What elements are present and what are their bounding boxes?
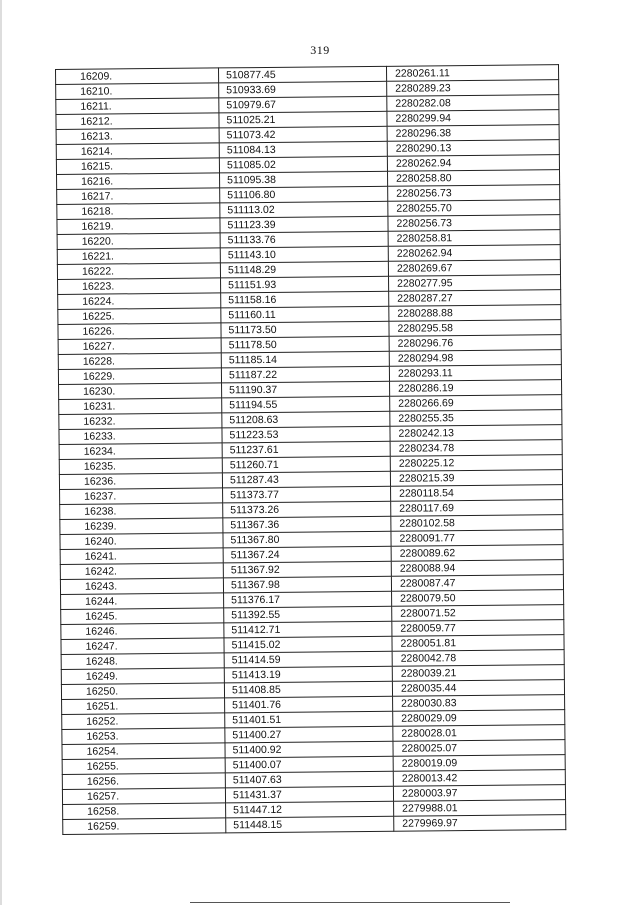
easting-cell: 511237.61 — [222, 441, 390, 458]
northing-cell: 2280019.09 — [393, 755, 565, 772]
point-number-cell: 16245. — [61, 608, 224, 625]
northing-cell: 2280262.94 — [387, 155, 559, 172]
northing-cell: 2280117.69 — [391, 500, 563, 517]
easting-cell: 511185.14 — [221, 351, 389, 368]
easting-cell: 511208.63 — [222, 411, 390, 428]
northing-cell: 2280255.70 — [388, 200, 560, 217]
northing-cell: 2280051.81 — [392, 635, 564, 652]
point-number-cell: 16221. — [57, 248, 220, 265]
point-number-cell: 16238. — [60, 503, 223, 520]
point-number-cell: 16237. — [60, 488, 223, 505]
northing-cell: 2280087.47 — [391, 575, 563, 592]
easting-cell: 510877.45 — [218, 66, 386, 83]
northing-cell: 2280282.08 — [387, 95, 559, 112]
point-number-cell: 16216. — [57, 173, 220, 190]
northing-cell: 2280294.98 — [389, 350, 561, 367]
easting-cell: 511085.02 — [219, 156, 387, 173]
northing-cell: 2279969.97 — [394, 815, 566, 832]
point-number-cell: 16220. — [57, 233, 220, 250]
easting-cell: 511178.50 — [221, 336, 389, 353]
northing-cell: 2280277.95 — [389, 275, 561, 292]
point-number-cell: 16217. — [57, 188, 220, 205]
coordinates-table — [55, 64, 566, 835]
easting-cell: 511400.27 — [225, 726, 393, 743]
easting-cell: 511400.92 — [225, 741, 393, 758]
easting-cell: 511143.10 — [220, 246, 388, 263]
easting-cell: 511412.71 — [224, 621, 392, 638]
easting-cell: 511133.76 — [220, 231, 388, 248]
point-number-cell: 16211. — [56, 98, 219, 115]
northing-cell: 2280071.52 — [392, 605, 564, 622]
easting-cell: 511160.11 — [221, 306, 389, 323]
northing-cell: 2280102.58 — [391, 515, 563, 532]
point-number-cell: 16229. — [58, 368, 221, 385]
easting-cell: 511376.17 — [224, 591, 392, 608]
point-number-cell: 16231. — [59, 398, 222, 415]
easting-cell: 511287.43 — [222, 471, 390, 488]
northing-cell: 2280262.94 — [388, 245, 560, 262]
easting-cell: 511073.42 — [219, 126, 387, 143]
northing-cell: 2280042.78 — [392, 650, 564, 667]
point-number-cell: 16230. — [59, 383, 222, 400]
northing-cell: 2280296.38 — [387, 125, 559, 142]
point-number-cell: 16214. — [56, 143, 219, 160]
point-number-cell: 16258. — [63, 803, 226, 820]
point-number-cell: 16227. — [58, 338, 221, 355]
northing-cell: 2280258.80 — [387, 170, 559, 187]
northing-cell: 2280030.83 — [393, 695, 565, 712]
northing-cell: 2280225.12 — [390, 455, 562, 472]
easting-cell: 510979.67 — [219, 96, 387, 113]
easting-cell: 511123.39 — [220, 216, 388, 233]
easting-cell: 511407.63 — [225, 771, 393, 788]
point-number-cell: 16257. — [62, 788, 225, 805]
point-number-cell: 16256. — [62, 773, 225, 790]
easting-cell: 511373.26 — [223, 501, 391, 518]
northing-cell: 2280215.39 — [390, 470, 562, 487]
point-number-cell: 16248. — [61, 653, 224, 670]
point-number-cell: 16223. — [58, 278, 221, 295]
northing-cell: 2280059.77 — [392, 620, 564, 637]
easting-cell: 511113.02 — [220, 201, 388, 218]
easting-cell: 511431.37 — [225, 786, 393, 803]
northing-cell: 2280293.11 — [389, 365, 561, 382]
easting-cell: 511025.21 — [219, 111, 387, 128]
easting-cell: 511448.15 — [226, 816, 394, 833]
point-number-cell: 16234. — [59, 443, 222, 460]
northing-cell: 2280088.94 — [391, 560, 563, 577]
coordinates-table-body — [56, 65, 566, 835]
easting-cell: 511392.55 — [224, 606, 392, 623]
point-number-cell: 16259. — [63, 818, 226, 835]
easting-cell: 511367.98 — [223, 576, 391, 593]
northing-cell: 2280255.35 — [390, 410, 562, 427]
northing-cell: 2280289.23 — [387, 80, 559, 97]
easting-cell: 511413.19 — [224, 666, 392, 683]
point-number-cell: 16210. — [56, 83, 219, 100]
easting-cell: 511367.24 — [223, 546, 391, 563]
easting-cell: 511367.36 — [223, 516, 391, 533]
easting-cell: 511187.22 — [221, 366, 389, 383]
northing-cell: 2280025.07 — [393, 740, 565, 757]
northing-cell: 2280258.81 — [388, 230, 560, 247]
easting-cell: 511106.80 — [220, 186, 388, 203]
easting-cell: 511400.07 — [225, 756, 393, 773]
point-number-cell: 16244. — [61, 593, 224, 610]
northing-cell: 2279988.01 — [394, 800, 566, 817]
easting-cell: 511373.77 — [223, 486, 391, 503]
northing-cell: 2280288.88 — [389, 305, 561, 322]
point-number-cell: 16254. — [62, 743, 225, 760]
easting-cell: 511194.55 — [222, 396, 390, 413]
easting-cell: 511158.16 — [221, 291, 389, 308]
northing-cell: 2280286.19 — [390, 380, 562, 397]
point-number-cell: 16251. — [62, 698, 225, 715]
scan-edge — [0, 0, 2, 905]
coordinates-table-container — [55, 64, 565, 835]
northing-cell: 2280242.13 — [390, 425, 562, 442]
point-number-cell: 16249. — [61, 668, 224, 685]
easting-cell: 511401.51 — [225, 711, 393, 728]
northing-cell: 2280013.42 — [393, 770, 565, 787]
northing-cell: 2280091.77 — [391, 530, 563, 547]
point-number-cell: 16246. — [61, 623, 224, 640]
easting-cell: 511415.02 — [224, 636, 392, 653]
point-number-cell: 16232. — [59, 413, 222, 430]
point-number-cell: 16213. — [56, 128, 219, 145]
page-number: 319 — [310, 43, 330, 57]
point-number-cell: 16209. — [56, 68, 219, 85]
point-number-cell: 16253. — [62, 728, 225, 745]
point-number-cell: 16218. — [57, 203, 220, 220]
northing-cell: 2280290.13 — [387, 140, 559, 157]
northing-cell: 2280039.21 — [392, 665, 564, 682]
northing-cell: 2280028.01 — [393, 725, 565, 742]
easting-cell: 511190.37 — [222, 381, 390, 398]
easting-cell: 511084.13 — [219, 141, 387, 158]
northing-cell: 2280035.44 — [392, 680, 564, 697]
point-number-cell: 16225. — [58, 308, 221, 325]
easting-cell: 511148.29 — [220, 261, 388, 278]
northing-cell: 2280256.73 — [388, 215, 560, 232]
point-number-cell: 16236. — [59, 473, 222, 490]
point-number-cell: 16239. — [60, 518, 223, 535]
point-number-cell: 16250. — [61, 683, 224, 700]
point-number-cell: 16252. — [62, 713, 225, 730]
northing-cell: 2280029.09 — [393, 710, 565, 727]
easting-cell: 511447.12 — [226, 801, 394, 818]
easting-cell: 511401.76 — [225, 696, 393, 713]
point-number-cell: 16243. — [60, 578, 223, 595]
northing-cell: 2280296.76 — [389, 335, 561, 352]
northing-cell: 2280079.50 — [392, 590, 564, 607]
northing-cell: 2280118.54 — [391, 485, 563, 502]
northing-cell: 2280256.73 — [388, 185, 560, 202]
northing-cell: 2280295.58 — [389, 320, 561, 337]
northing-cell: 2280266.69 — [390, 395, 562, 412]
point-number-cell: 16240. — [60, 533, 223, 550]
northing-cell: 2280269.67 — [388, 260, 560, 277]
point-number-cell: 16226. — [58, 323, 221, 340]
point-number-cell: 16235. — [59, 458, 222, 475]
easting-cell: 511367.92 — [223, 561, 391, 578]
footer-rule — [190, 902, 510, 903]
easting-cell: 511151.93 — [221, 276, 389, 293]
northing-cell: 2280299.94 — [387, 110, 559, 127]
point-number-cell: 16224. — [58, 293, 221, 310]
northing-cell: 2280003.97 — [393, 785, 565, 802]
easting-cell: 511260.71 — [222, 456, 390, 473]
easting-cell: 511223.53 — [222, 426, 390, 443]
northing-cell: 2280287.27 — [389, 290, 561, 307]
point-number-cell: 16255. — [62, 758, 225, 775]
northing-cell: 2280261.11 — [386, 65, 558, 82]
easting-cell: 511408.85 — [224, 681, 392, 698]
point-number-cell: 16228. — [58, 353, 221, 370]
easting-cell: 511095.38 — [220, 171, 388, 188]
easting-cell: 510933.69 — [219, 81, 387, 98]
northing-cell: 2280089.62 — [391, 545, 563, 562]
easting-cell: 511414.59 — [224, 651, 392, 668]
point-number-cell: 16219. — [57, 218, 220, 235]
point-number-cell: 16222. — [57, 263, 220, 280]
point-number-cell: 16247. — [61, 638, 224, 655]
point-number-cell: 16215. — [56, 158, 219, 175]
point-number-cell: 16212. — [56, 113, 219, 130]
easting-cell: 511367.80 — [223, 531, 391, 548]
northing-cell: 2280234.78 — [390, 440, 562, 457]
point-number-cell: 16233. — [59, 428, 222, 445]
easting-cell: 511173.50 — [221, 321, 389, 338]
point-number-cell: 16242. — [60, 563, 223, 580]
point-number-cell: 16241. — [60, 548, 223, 565]
